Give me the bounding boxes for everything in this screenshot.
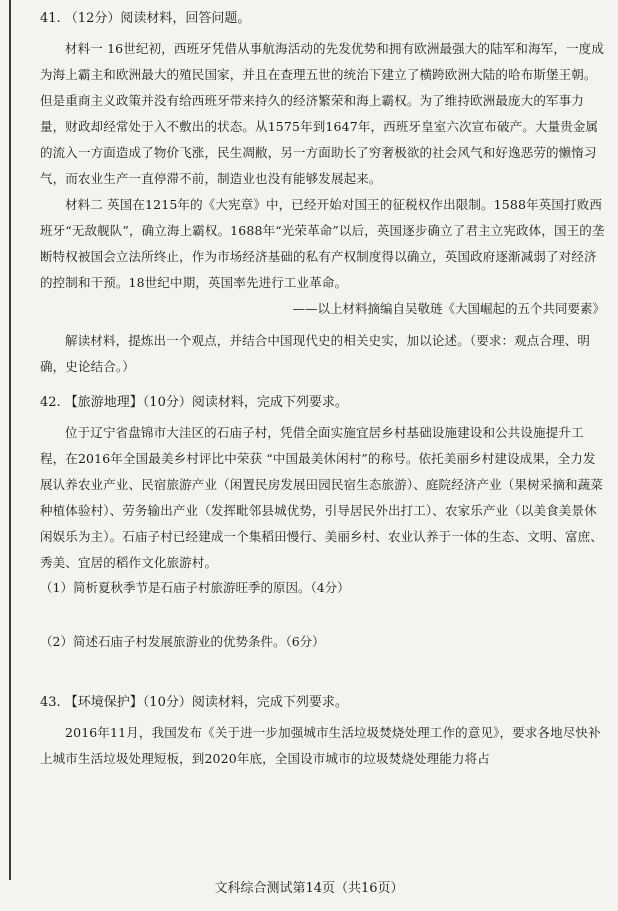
question-42-header: 42. 【旅游地理】（10分）阅读材料，完成下列要求。 [40, 395, 348, 410]
material-source: ——以上材料摘编自吴敬琏《大国崛起的五个共同要素》 [292, 301, 605, 316]
question-42-sub-1: （1）简析夏秋季节是石庙子村旅游旺季的原因。（4分） [40, 580, 350, 595]
question-42 [40, 394, 605, 652]
answer-space-1 [40, 598, 605, 632]
question-41-task: 解读材料，提炼出一个观点，并结合中国现代史的相关史实，加以论述。（要求：观点合理、明确，史论结合。） [40, 333, 591, 374]
page-footer: 文科综合测试第14页（共16页） [214, 881, 404, 896]
question-43-material: 2016年11月，我国发布《关于进一步加强城市生活垃圾焚烧处理工作的意见》，要求各地尽快补上城市生活垃圾处理短板，到2020年底，全国设市城市的垃圾焚烧处理能力将占 [40, 725, 601, 766]
question-43 [40, 694, 605, 772]
question-42-sub-2: （2）简述石庙子村发展旅游业的优势条件。（6分） [40, 634, 325, 649]
question-42-material: 位于辽宁省盘锦市大洼区的石庙子村，凭借全面实施宜居乡村基础设施建设和公共设施提升工程，在2016年全国最美乡村评比中荣获 “中国最美休闲村”的称号。依托美丽乡村建设成果，全力发展认养农业产业、民宿旅游产业（闲置民房发展田园民宿生态旅游）、庭院经济产业（果树采摘和蔬菜种植体验村）、劳务输出产业（发挥毗邻县城优势，引导居民外出打工）、农家乐产业（以美食美景休闲娱乐为主）。石庙子村已经建成一个集稻田慢行、美丽乡村、农业认养于一体的生态、文明、富庶、秀美、宜居的稻作文化旅游村。 [40, 425, 604, 570]
material-1-text: 材料一 16世纪初，西班牙凭借从事航海活动的先发优势和拥有欧洲最强大的陆军和海军，一度成为海上霸主和欧洲最大的殖民国家，并且在查理五世的统治下建立了横跨欧洲大陆的哈布斯堡王朝。但是重商主义政策并没有给西班牙带来持久的经济繁荣和海上霸权。为了维持欧洲最庞大的军事力量，财政却经常处于入不敷出的状态。从1575年到1647年，西班牙皇室六次宣布破产。大量贵金属的流入一方面造成了物价飞涨，民生凋敝，另一方面助长了穷奢极欲的社会风气和好逸恶劳的懒惰习气，而农业生产一直停滞不前，制造业也没有能够发展起来。 [40, 41, 604, 186]
binding-margin-line [9, 0, 11, 880]
material-2-text: 材料二 英国在1215年的《大宪章》中，已经开始对国王的征税权作出限制。1588年英国打败西班牙“无敌舰队”，确立海上霸权。1688年“光荣革命”以后，英国逐步确立了君主立宪政体，国王的垄断特权被国会立法所终止，作为市场经济基础的私有产权制度得以确立，英国政府逐渐减弱了对经济的控制和干预。18世纪中期，英国率先进行工业革命。 [40, 197, 605, 290]
page-content [40, 10, 605, 772]
question-41 [40, 10, 605, 380]
question-43-header: 43. 【环境保护】（10分）阅读材料，完成下列要求。 [40, 695, 348, 710]
question-41-header: 41. （12分）阅读材料，回答问题。 [40, 11, 251, 26]
